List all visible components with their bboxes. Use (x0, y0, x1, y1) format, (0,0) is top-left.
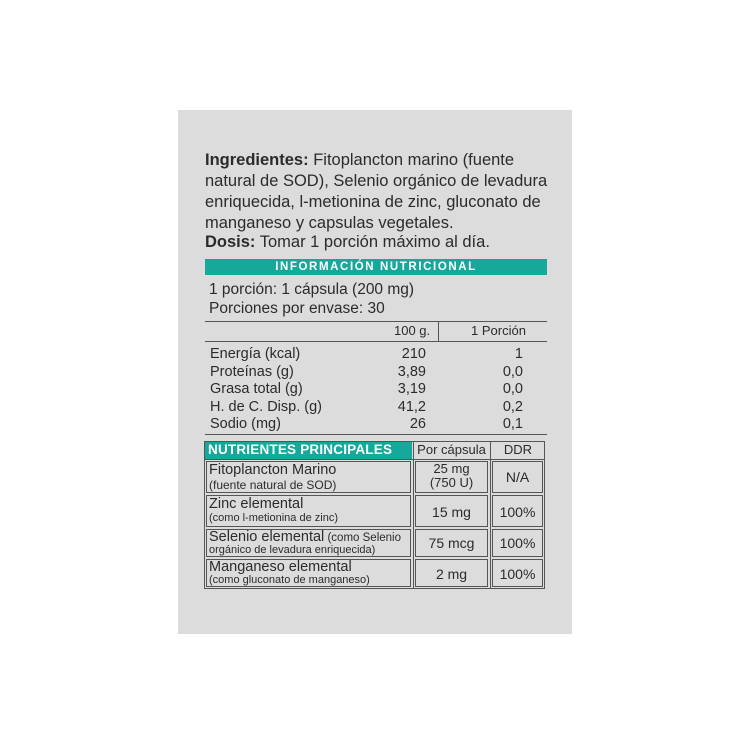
value-100g: 41,2 (397, 399, 426, 415)
capsule-amount: 25 mg (433, 461, 470, 476)
nutrient-name: Fitoplancton Marino (209, 462, 337, 478)
dosis-body: Tomar 1 porción máximo al día. (255, 233, 490, 251)
capsule-amount: 75 mcg (428, 535, 475, 551)
nutrient-name: Zinc elemental (209, 496, 304, 512)
ddr-value: 100% (499, 535, 536, 551)
capsule-amount: 2 mg (435, 566, 468, 582)
portions-per-pack: Porciones por envase: 30 (209, 300, 385, 317)
column-divider (438, 321, 439, 341)
ingredients-body: Fitoplancton marino (fuente natural de SOD), Selenio orgánico de levadura enriquecida, l-metionina de zinc, gluconato de manganeso y capsulas vegetales. (205, 151, 548, 232)
value-100g: 3,89 (397, 364, 426, 380)
nutrient-name-cell (209, 559, 370, 587)
column-divider (490, 441, 491, 589)
nutrient-source-inline: (como Selenio (324, 532, 401, 544)
dosis-label: Dosis: (205, 233, 256, 251)
nutrient-label: Sodio (mg) (210, 416, 281, 432)
value-100g: 26 (409, 416, 426, 432)
nutrient-name: Manganeso elemental (209, 559, 352, 575)
nutrient-source: (como l-metionina de zinc) (209, 512, 338, 524)
value-100g: 210 (401, 346, 426, 362)
nutrient-label: Energía (kcal) (210, 346, 301, 362)
ddr-value: N/A (505, 469, 530, 485)
nutrient-name-cell (209, 496, 338, 525)
portion-line: 1 porción: 1 cápsula (200 mg) (209, 281, 415, 298)
value-100g: 3,19 (397, 381, 426, 397)
nutrient-label: Grasa total (g) (210, 381, 303, 397)
nutrient-name-cell (209, 529, 413, 557)
nutrient-source: orgánico de levadura enriquecida) (209, 544, 376, 556)
nutrition-row (210, 363, 544, 381)
col-capsule-header: Por cápsula (417, 442, 486, 457)
nutrition-row (210, 415, 544, 433)
divider-line (205, 434, 547, 435)
nutrient-name: Selenio elemental (209, 529, 325, 545)
nutrient-label: H. de C. Disp. (g) (210, 399, 322, 415)
nutrition-row (210, 345, 544, 363)
capsule-value-cell (415, 462, 488, 490)
nutrient-source: (fuente natural de SOD) (209, 478, 337, 492)
value-portion: 0,1 (502, 416, 523, 432)
dosis-text (205, 232, 555, 252)
capsule-units: (750 U) (429, 475, 474, 490)
nutrition-title: INFORMACIÓN NUTRICIONAL (205, 259, 547, 275)
ddr-value: 100% (499, 566, 536, 582)
divider-line (205, 321, 547, 322)
ingredients-label: Ingredientes: (205, 151, 309, 169)
capsule-amount: 15 mg (432, 504, 471, 520)
divider-line (205, 341, 547, 342)
value-portion: 0,2 (502, 399, 523, 415)
col-ddr-header: DDR (503, 442, 533, 457)
nutrient-source: (como gluconato de manganeso) (209, 574, 370, 586)
col-100g-header: 100 g. (394, 323, 431, 338)
nutrition-row (210, 398, 544, 416)
nutrient-label: Proteínas (g) (210, 364, 294, 380)
col-portion-header: 1 Porción (471, 323, 526, 338)
nutrition-row (210, 380, 544, 398)
column-divider (413, 441, 414, 589)
nutrient-name-cell (209, 462, 336, 492)
principal-title: NUTRIENTES PRINCIPALES (204, 441, 412, 459)
ddr-value: 100% (499, 504, 536, 520)
value-portion: 0,0 (502, 381, 523, 397)
value-portion: 1 (514, 346, 523, 362)
portion-info (209, 280, 547, 318)
ingredients-text (205, 150, 555, 234)
principal-nutrients-table (204, 441, 545, 589)
value-portion: 0,0 (502, 364, 523, 380)
row-divider (204, 459, 545, 460)
